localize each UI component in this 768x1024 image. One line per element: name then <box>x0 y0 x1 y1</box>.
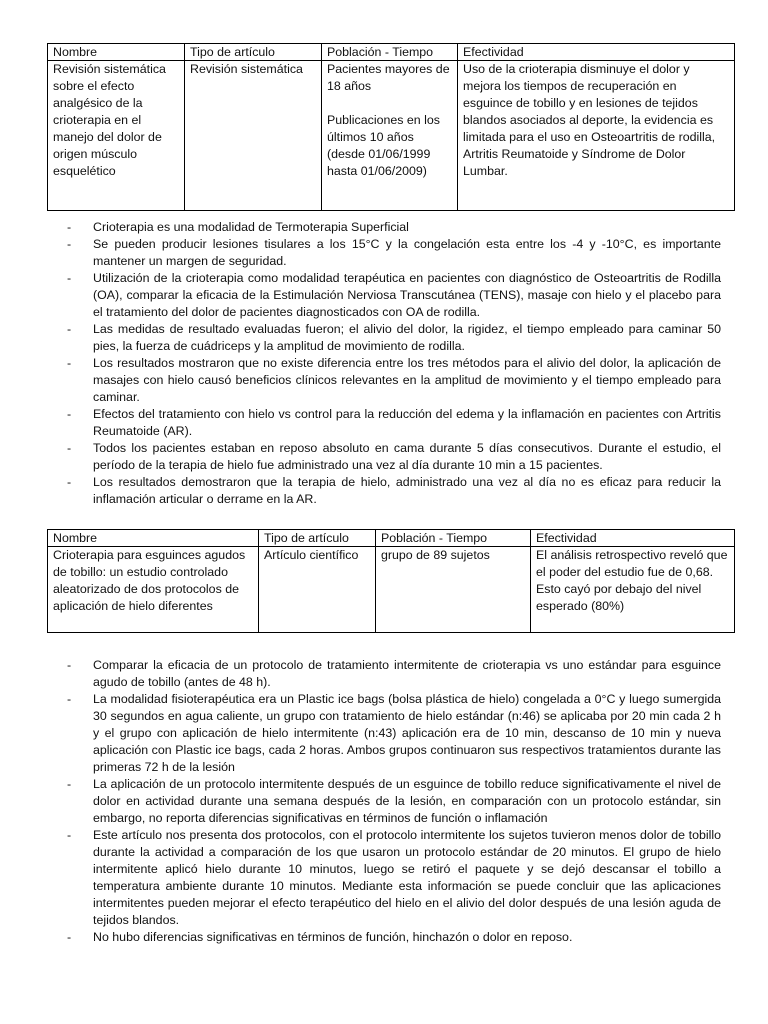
bullet-list-1 <box>67 219 721 508</box>
header-nombre: Nombre <box>48 530 259 547</box>
list-item <box>67 236 721 270</box>
list-marker: - <box>67 407 72 421</box>
list-item <box>67 440 721 474</box>
list-marker: - <box>67 441 72 455</box>
list-item-text: Utilización de la crioterapia como modalidad terapéutica en pacientes con diagnóstico de Osteoartritis de Rodilla (OA), comparar la eficacia de la Estimulación Nerviosa Transcutánea (TENS), masaje con hielo y el placebo para el tratamiento del dolor de pacientes diagnosticados con OA de rodilla. <box>93 271 721 319</box>
list-item-text: Crioterapia es una modalidad de Termoterapia Superficial <box>93 220 409 234</box>
list-item-text: Los resultados mostraron que no existe diferencia entre los tres métodos para el alivio del dolor, la aplicación de masajes con hielo causó beneficios clínicos relevantes en la amplitud de movimiento y el tiempo empleado para caminar. <box>93 356 721 404</box>
cell-tipo: Artículo científico <box>259 547 376 633</box>
list-marker: - <box>67 777 72 791</box>
list-item <box>67 321 721 355</box>
list-item <box>67 406 721 440</box>
header-efectividad: Efectividad <box>531 530 735 547</box>
cell-efectividad: El análisis retrospectivo reveló que el poder del estudio fue de 0,68. Esto cayó por debajo del nivel esperado (80%) <box>531 547 735 633</box>
list-marker: - <box>67 692 72 706</box>
list-item <box>67 355 721 406</box>
summary-table-1 <box>47 43 735 211</box>
header-nombre: Nombre <box>48 44 185 61</box>
cell-nombre: Crioterapia para esguinces agudos de tobillo: un estudio controlado aleatorizado de dos protocolos de aplicación de hielo diferentes <box>48 547 259 633</box>
header-poblacion: Población - Tiempo <box>376 530 531 547</box>
summary-table-2 <box>47 529 735 633</box>
list-item <box>67 691 721 776</box>
bullet-list-2 <box>67 657 721 946</box>
list-marker: - <box>67 658 72 672</box>
header-tipo: Tipo de artículo <box>185 44 322 61</box>
cell-tipo: Revisión sistemática <box>185 61 322 211</box>
list-marker: - <box>67 271 72 285</box>
list-marker: - <box>67 356 72 370</box>
list-marker: - <box>67 237 72 251</box>
list-item-text: Se pueden producir lesiones tisulares a los 15°C y la congelación esta entre los -4 y -10°C, es importante mantener un margen de seguridad. <box>93 237 721 268</box>
list-item-text: Este artículo nos presenta dos protocolos, con el protocolo intermitente los sujetos tuvieron menos dolor de tobillo durante la actividad a comparación de los que usaron un protocolo estándar de 20 minutos. El grupo de hielo intermitente aplicó hielo durante 10 minutos, luego se retiró el paquete y se dejó descansar el tobillo a temperatura ambiente durante 10 minutos. Mediante esta información se puede concluir que las aplicaciones intermitentes pueden mejorar el efecto terapéutico del hielo en el alivio del dolor después de una lesión aguda de tejidos blandos. <box>93 828 721 927</box>
header-poblacion: Población - Tiempo <box>322 44 458 61</box>
list-item <box>67 929 721 946</box>
table-header-row <box>48 44 735 61</box>
list-marker: - <box>67 475 72 489</box>
table-header-row <box>48 530 735 547</box>
table-row <box>48 61 735 211</box>
cell-nombre: Revisión sistemática sobre el efecto analgésico de la crioterapia en el manejo del dolor de origen músculo esquelético <box>48 61 185 211</box>
list-item-text: Todos los pacientes estaban en reposo absoluto en cama durante 5 días consecutivos. Durante el estudio, el período de la terapia de hielo fue administrado una vez al día durante 10 min a 15 pacientes. <box>93 441 721 472</box>
list-item-text: La modalidad fisioterapéutica era un Plastic ice bags (bolsa plástica de hielo) congelada a 0°C y luego sumergida 30 segundos en agua caliente, un grupo con tratamiento de hielo estándar (n:46) se aplicaba por 20 min cada 2 h y el grupo con aplicación de hielo intermitente (n:43) aplicación era de 10 min, descanso de 10 min y nueva aplicación con Plastic ice bags, cada 2 horas. Ambos grupos continuaron sus respectivos tratamientos durante las primeras 72 h de la lesión <box>93 692 721 774</box>
list-item-text: Las medidas de resultado evaluadas fueron; el alivio del dolor, la rigidez, el tiempo empleado para caminar 50 pies, la fuerza de cuádriceps y la amplitud de movimiento de rodilla. <box>93 322 721 353</box>
list-marker: - <box>67 220 72 234</box>
list-item-text: Los resultados demostraron que la terapia de hielo, administrado una vez al día no es eficaz para reducir la inflamación articular o derrame en la AR. <box>93 475 721 506</box>
list-item-text: Comparar la eficacia de un protocolo de tratamiento intermitente de crioterapia vs uno estándar para esguince agudo de tobillo (antes de 48 h). <box>93 658 721 689</box>
list-item <box>67 657 721 691</box>
cell-poblacion: Pacientes mayores de 18 años Publicaciones en los últimos 10 años (desde 01/06/1999 hasta 01/06/2009) <box>322 61 458 211</box>
header-efectividad: Efectividad <box>458 44 735 61</box>
list-item-text: La aplicación de un protocolo intermitente después de un esguince de tobillo reduce significativamente el nivel de dolor en actividad durante una semana después de la lesión, en comparación con un protocolo estándar, sin embargo, no reporta diferencias significativas en términos de función o inflamación <box>93 777 721 825</box>
list-item <box>67 827 721 929</box>
cell-poblacion: grupo de 89 sujetos <box>376 547 531 633</box>
table-row <box>48 547 735 633</box>
header-tipo: Tipo de artículo <box>259 530 376 547</box>
list-item-text: Efectos del tratamiento con hielo vs control para la reducción del edema y la inflamación en pacientes con Artritis Reumatoide (AR). <box>93 407 721 438</box>
list-marker: - <box>67 930 72 944</box>
list-item <box>67 219 721 236</box>
list-marker: - <box>67 828 72 842</box>
cell-efectividad: Uso de la crioterapia disminuye el dolor y mejora los tiempos de recuperación en esguince de tobillo y en lesiones de tejidos blandos asociados al deporte, la evidencia es limitada para el uso en Osteoartritis de rodilla, Artritis Reumatoide y Síndrome de Dolor Lumbar. <box>458 61 735 211</box>
list-item <box>67 270 721 321</box>
list-item <box>67 776 721 827</box>
list-item <box>67 474 721 508</box>
list-marker: - <box>67 322 72 336</box>
list-item-text: No hubo diferencias significativas en términos de función, hinchazón o dolor en reposo. <box>93 930 573 944</box>
